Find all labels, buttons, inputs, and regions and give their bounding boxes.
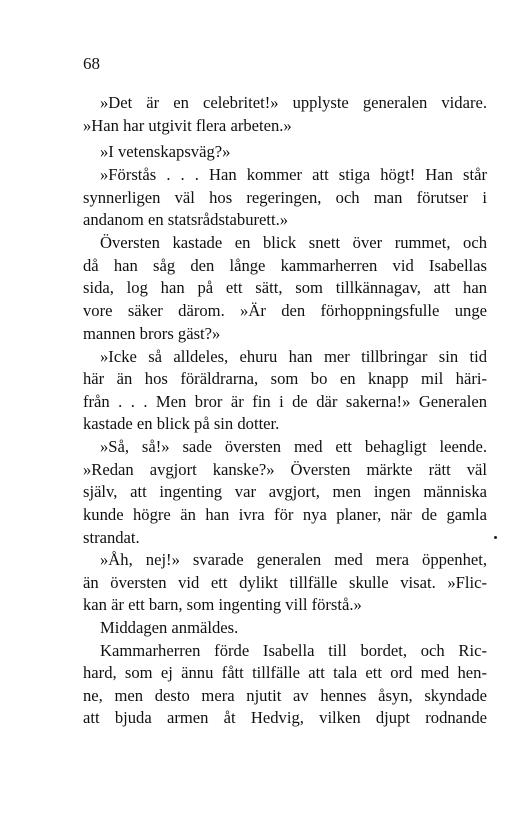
text-line: kunde högre än han ivra för nya planer, när de gamla [83, 505, 487, 524]
text-line: »Förstås . . . Han kommer att stiga högt! Han står [100, 165, 487, 184]
print-speck [494, 536, 497, 539]
text-line: mannen brors gäst?» [83, 324, 221, 343]
text-line: strandat. [83, 528, 140, 547]
text-line: att bjuda armen åt Hedvig, vilken djupt rodnande [83, 708, 487, 727]
text-line: här än hos föräldrarna, som bo en knapp mil häri- [83, 369, 487, 388]
text-line: Kammarherren förde Isabella till bordet, och Ric- [100, 641, 487, 660]
text-line: Översten kastade en blick snett över rummet, och [100, 233, 487, 252]
text-line: »Så, så!» sade översten med ett behagligt leende. [100, 437, 487, 456]
text-line: ne, men desto mera njutit av hennes åsyn, skyndade [83, 686, 487, 705]
text-line: »Det är en celebritet!» upplyste generalen vidare. [100, 93, 487, 112]
text-line: då han såg den långe kammarherren vid Isabellas [83, 256, 487, 275]
text-line: kan är ett barn, som ingenting vill förstå.» [83, 595, 362, 614]
text-line: »Redan avgjort kanske?» Översten märkte rätt väl [83, 460, 487, 479]
text-line: synnerligen väl hos regeringen, och man förutser i [83, 188, 487, 207]
text-line: från . . . Men bror är fin i de där sakerna!» Generalen [83, 392, 487, 411]
text-line: själv, att ingenting var avgjort, men ingen människa [83, 482, 487, 501]
text-line: andanom en statsrådstaburett.» [83, 210, 289, 229]
text-line: »Han har utgivit flera arbeten.» [83, 116, 292, 135]
text-line: »Icke så alldeles, ehuru han mer tillbringar sin tid [100, 347, 487, 366]
text-line: än översten vid ett dylikt tillfälle skulle visat. »Flic- [83, 573, 487, 592]
page-number: 68 [83, 54, 100, 73]
text-line: sida, log han på ett sätt, som tillkännagav, att han [83, 278, 487, 297]
text-line: hard, som ej ännu fått tillfälle att tala ett ord med hen- [83, 663, 487, 682]
text-line: Middagen anmäldes. [100, 618, 239, 637]
text-line: vore säker därom. »Är den förhoppningsfulle unge [83, 301, 487, 320]
text-line: »I vetenskapsväg?» [100, 142, 231, 161]
text-line: »Åh, nej!» svarade generalen med mera öppenhet, [100, 550, 487, 569]
text-line: kastade en blick på sin dotter. [83, 414, 280, 433]
